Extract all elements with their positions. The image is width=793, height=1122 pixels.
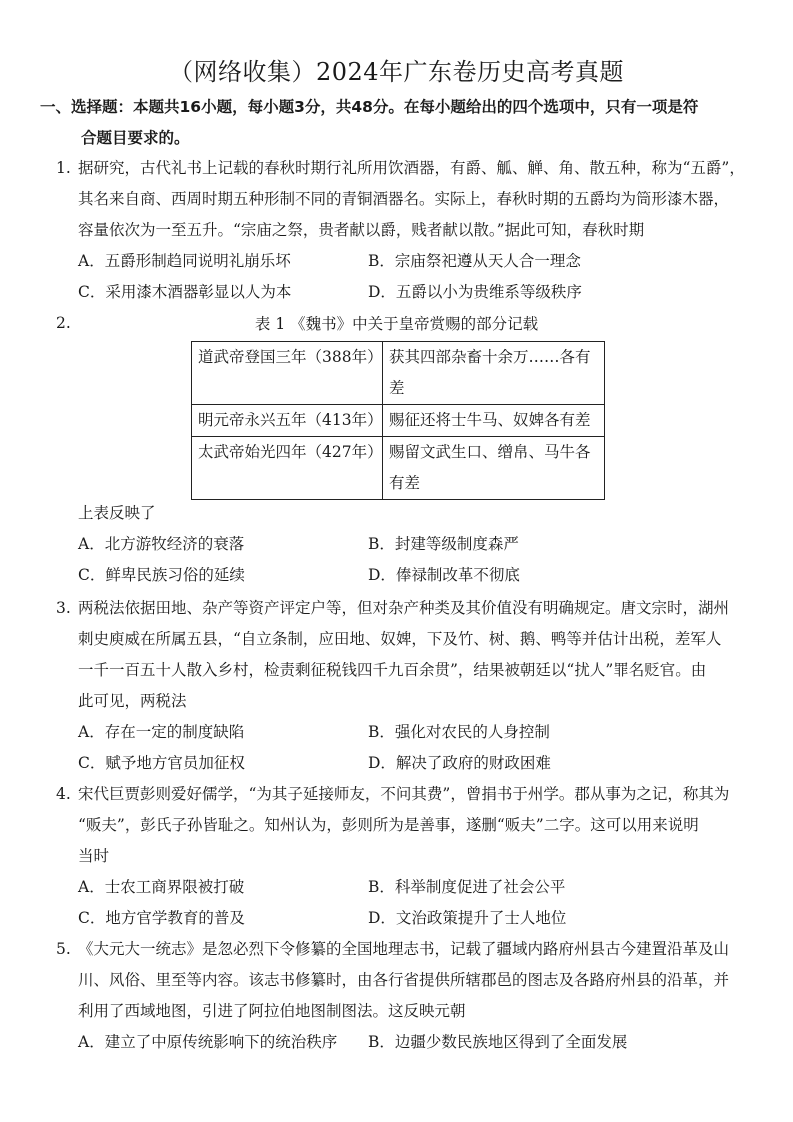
question-number: 1.: [56, 159, 71, 177]
question-line: 《大元大一统志》是忽必烈下令修纂的全国地理志书，记载了疆域内路府州县古今建置沿革及山: [78, 940, 730, 958]
question-line: 容量依次为一至五升。“宗庙之祭，贵者献以爵，贱者献以散。”据此可知，春秋时期: [78, 221, 645, 239]
option-d[interactable]: D．文治政策提升了士人地位: [368, 909, 567, 927]
option-c[interactable]: C．采用漆木酒器彰显以人为本: [78, 283, 292, 301]
option-b[interactable]: B．宗庙祭祀遵从天人合一理念: [368, 252, 581, 270]
option-a[interactable]: A．五爵形制趋同说明礼崩乐坏: [78, 252, 291, 270]
option-row: [56, 748, 746, 779]
section-heading-text: 一、选择题：本题共16小题，每小题3分，共48分。在每小题给出的四个选项中，只有一项是符: [40, 98, 699, 116]
question-2-body: [56, 498, 746, 591]
question-stem: 上表反映了: [78, 504, 156, 522]
option-row: [56, 560, 746, 591]
option-a[interactable]: A．北方游牧经济的衰落: [78, 535, 245, 553]
table-cell-time: 太武帝始光四年（427年）: [192, 437, 383, 500]
question-4: [56, 779, 746, 934]
question-line: “贩夫”，彭氏子孙皆耻之。知州认为，彭则所为是善事，遂删“贩夫”二字。这可以用来说明: [78, 816, 699, 834]
question-line: 宋代巨贾彭则爱好儒学，“为其子延接师友，不问其费”，曾捐书于州学。郡从事为之记，称其为: [78, 785, 730, 803]
option-row: [56, 717, 746, 748]
option-row: [56, 246, 746, 277]
question-number: 2.: [56, 314, 71, 332]
option-a[interactable]: A．士农工商界限被打破: [78, 878, 245, 896]
table-cell-content: 赐留文武生口、缯帛、马牛各有差: [383, 437, 605, 500]
question-line: 刺史庾威在所属五县，“自立条制，应田地、奴婢，下及竹、树、鹅、鸭等并估计出税，差军人: [78, 630, 722, 648]
question-line: 川、风俗、里至等内容。该志书修纂时，由各行省提供所辖郡邑的图志及各路府州县的沿革，并: [78, 971, 730, 989]
question-line: 利用了西域地图，引进了阿拉伯地图制图法。这反映元朝: [78, 1002, 466, 1020]
option-row: [56, 1027, 746, 1058]
option-d[interactable]: D．俸禄制改革不彻底: [368, 566, 520, 584]
option-b[interactable]: B．封建等级制度森严: [368, 535, 519, 553]
option-row: [56, 872, 746, 903]
table-cell-content: 赐征还将士牛马、奴婢各有差: [383, 405, 605, 437]
table-cell-time: 道武帝登国三年（388年）: [192, 342, 383, 405]
table-cell-content: 获其四部杂畜十余万……各有差: [383, 342, 605, 405]
question-1: [56, 153, 746, 308]
option-c[interactable]: C．鲜卑民族习俗的延续: [78, 566, 245, 584]
table-row: [192, 342, 605, 405]
question-line: 此可见，两税法: [78, 692, 187, 710]
section-heading: [40, 92, 758, 154]
option-row: [56, 277, 746, 308]
question-number: 4.: [56, 785, 71, 803]
question-5: [56, 934, 746, 1058]
question-line: 当时: [78, 847, 110, 865]
section-heading-cont: 合题目要求的。: [81, 129, 190, 147]
question-number: 5.: [56, 940, 71, 958]
option-c[interactable]: C．地方官学教育的普及: [78, 909, 245, 927]
table-caption: 表 1 《魏书》中关于皇帝赏赐的部分记载: [254, 315, 539, 333]
page-title: （网络收集）2024年广东卷历史高考真题: [168, 58, 625, 86]
option-b[interactable]: B．边疆少数民族地区得到了全面发展: [368, 1033, 628, 1051]
option-row: [56, 903, 746, 934]
table-cell-time: 明元帝永兴五年（413年）: [192, 405, 383, 437]
option-d[interactable]: D．解决了政府的财政困难: [368, 754, 551, 772]
option-d[interactable]: D．五爵以小为贵维系等级秩序: [368, 283, 582, 301]
option-b[interactable]: B．强化对农民的人身控制: [368, 723, 550, 741]
records-table: [191, 341, 605, 500]
question-number: 3.: [56, 599, 71, 617]
table-row: [192, 437, 605, 500]
question-line: 一千一百五十人散入乡村，检责剩征税钱四千九百余贯”，结果被朝廷以“扰人”罪名贬官。由: [78, 661, 707, 679]
question-3: [56, 593, 746, 779]
question-line: 其名来自商、西周时期五种形制不同的青铜酒器名。实际上，春秋时期的五爵均为筒形漆木器，: [78, 190, 730, 208]
option-c[interactable]: C．赋予地方官员加征权: [78, 754, 245, 772]
option-a[interactable]: A．建立了中原传统影响下的统治秩序: [78, 1033, 338, 1051]
question-line: 两税法依据田地、杂产等资产评定户等，但对杂产种类及其价值没有明确规定。唐文宗时，湖州: [78, 599, 730, 617]
option-row: [56, 529, 746, 560]
option-b[interactable]: B．科举制度促进了社会公平: [368, 878, 566, 896]
table-row: [192, 405, 605, 437]
option-a[interactable]: A．存在一定的制度缺陷: [78, 723, 245, 741]
question-line: 据研究，古代礼书上记载的春秋时期行礼所用饮酒器，有爵、觚、觯、角、散五种，称为“五爵”，: [78, 159, 745, 177]
